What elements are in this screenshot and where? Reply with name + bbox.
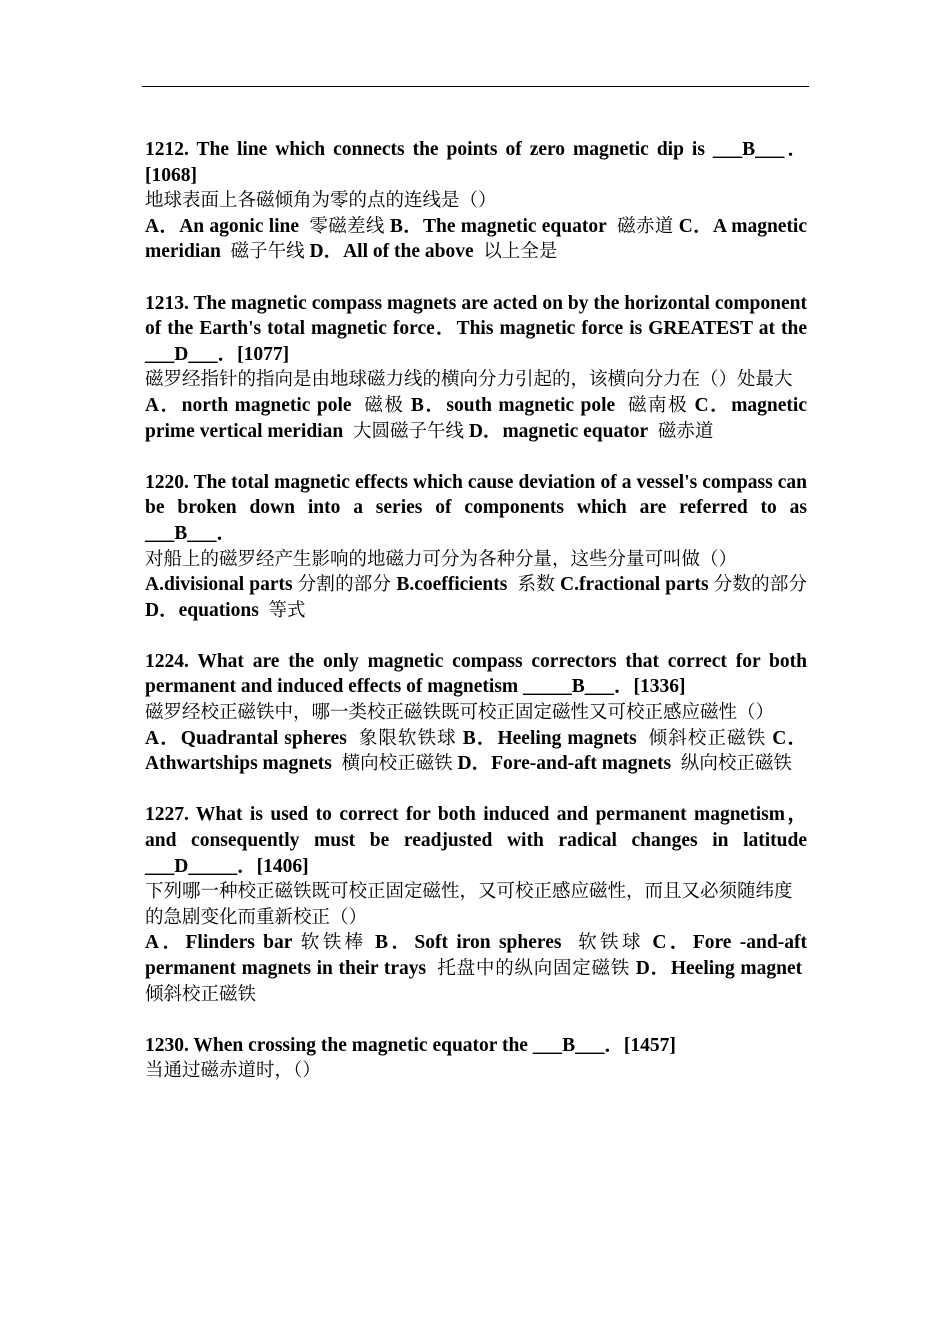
option-letter: C．: [772, 727, 807, 749]
option-text-zh: 软铁球: [578, 932, 644, 954]
option-text: Heeling magnets: [497, 727, 637, 749]
option-letter: A.: [145, 574, 164, 596]
option-text: Quadrantal spheres: [180, 727, 347, 749]
option-text: magnetic prime vertical meridian: [145, 394, 807, 442]
option-text-zh: 大圆磁子午线: [352, 420, 464, 442]
option-text-zh: 等式: [268, 599, 306, 621]
option-text-zh: 倾斜校正磁铁: [145, 983, 257, 1005]
option-text-zh: 系数: [517, 574, 555, 596]
option-letter: D．: [145, 599, 179, 621]
question-stem-zh: 下列哪一种校正磁铁既可校正固定磁性，又可校正感应磁性，而且又必须随纬度的急剧变化而重新校正（）: [145, 881, 793, 928]
option-list: [145, 393, 807, 444]
option-a: [145, 395, 404, 416]
option-letter: C.: [560, 574, 579, 596]
question-stem-zh: 地球表面上各磁倾角为零的点的连线是（）: [145, 190, 497, 212]
option-text: Soft iron spheres: [414, 932, 562, 954]
option-letter: B.: [396, 574, 415, 596]
option-text: equations: [178, 599, 259, 621]
option-text-zh: 倾斜校正磁铁: [648, 727, 767, 749]
option-text-zh: 以上全是: [483, 241, 558, 263]
option-list: [145, 726, 807, 777]
option-text-zh: 磁南极: [628, 394, 689, 416]
option-text-zh: 纵向校正磁铁: [680, 753, 792, 775]
option-text-zh: 磁赤道: [657, 420, 714, 442]
question-1224: [145, 649, 807, 777]
option-text-zh: 分数的部分: [713, 574, 808, 596]
option-b: [411, 395, 688, 416]
option-list: [145, 572, 807, 623]
option-text-zh: 象限软铁球: [358, 727, 457, 749]
option-text: The magnetic equator: [423, 215, 607, 237]
question-stem-zh: 当通过磁赤道时，（）: [145, 1060, 321, 1082]
option-text-zh: 磁赤道: [617, 215, 674, 237]
header-rule: [142, 86, 809, 87]
option-letter: D．: [468, 420, 503, 442]
option-letter: B．: [389, 215, 424, 237]
option-d: [309, 241, 557, 262]
option-text: divisional parts: [163, 574, 293, 596]
option-text: Flinders bar: [185, 932, 293, 954]
option-a: [145, 728, 457, 749]
option-text: coefficients: [414, 574, 508, 596]
option-text: Fore -and-aft permanent magnets in their trays: [145, 932, 807, 979]
option-b: [463, 728, 767, 749]
option-text-zh: 横向校正磁铁: [341, 753, 453, 775]
option-list: [145, 930, 807, 1007]
option-text-zh: 托盘中的纵向固定磁铁: [437, 958, 631, 979]
question-stem: 1220. The total magnetic effects which cause deviation of a vessel's compass can be broken down into a series of components which are referred to as ___B___．: [145, 471, 807, 544]
option-text: north magnetic pole: [181, 394, 352, 416]
option-letter: A．: [145, 932, 186, 954]
option-d: [145, 600, 306, 621]
option-text-zh: 分割的部分: [297, 574, 392, 596]
option-d: [469, 421, 714, 442]
option-text-zh: 磁子午线: [230, 241, 305, 263]
option-letter: D．: [635, 958, 671, 979]
option-letter: C．: [652, 932, 693, 954]
question-stem: 1227. What is used to correct for both induced and permanent magnetism， and consequently must be readjusted with radical changes in latitude ___D_____．[1406]: [145, 804, 807, 877]
option-b: [375, 932, 644, 953]
question-stem-zh: 磁罗经指针的指向是由地球磁力线的横向分力引起的，该横向分力在（）处最大: [145, 369, 793, 391]
question-1230: [145, 1033, 807, 1084]
option-b: [390, 216, 674, 237]
question-stem: 1213. The magnetic compass magnets are acted on by the horizontal component of the Earth's total magnetic force．This magnetic force is GREATEST at the ___D___．[1077]: [145, 292, 807, 365]
option-letter: D．: [309, 241, 344, 263]
question-stem: 1224. What are the only magnetic compass correctors that correct for both permanent and induced effects of magnetism _____B___．[1336]: [145, 650, 807, 698]
option-letter: A．: [145, 727, 181, 749]
question-stem-zh: 磁罗经校正磁铁中，哪一类校正磁铁既可校正固定磁性又可校正感应磁性（）: [145, 702, 775, 724]
option-d: [458, 753, 792, 774]
option-list: [145, 214, 807, 265]
option-text: Heeling magnet: [670, 958, 803, 979]
option-text: fractional parts: [578, 574, 709, 596]
option-letter: A．: [145, 394, 182, 416]
option-c: [560, 574, 807, 595]
option-letter: C．: [694, 394, 732, 416]
question-list: [145, 137, 807, 1084]
question-1220: [145, 470, 807, 624]
option-text: Fore-and-aft magnets: [491, 753, 672, 775]
option-a: [145, 574, 391, 595]
option-b: [396, 574, 555, 595]
option-text: Athwartships magnets: [145, 753, 332, 775]
option-text: All of the above: [343, 241, 474, 263]
option-letter: A．: [145, 215, 180, 237]
option-text: south magnetic pole: [446, 394, 616, 416]
option-a: [145, 216, 385, 237]
option-text-zh: 软铁棒: [300, 932, 367, 954]
option-text-zh: 零磁差线: [309, 215, 385, 237]
question-stem-zh: 对船上的磁罗经产生影响的地磁力可分为各种分量，这些分量可叫做（）: [145, 548, 738, 570]
question-1212: [145, 137, 807, 265]
option-a: [145, 932, 367, 953]
option-text-zh: 磁极: [364, 394, 405, 416]
question-1213: [145, 291, 807, 445]
question-stem: 1212. The line which connects the points of zero magnetic dip is ___B___．[1068]: [145, 139, 807, 186]
question-stem: 1230. When crossing the magnetic equator the ___B___．[1457]: [145, 1034, 676, 1056]
option-text: An agonic line: [179, 215, 300, 237]
option-letter: D．: [457, 753, 492, 775]
option-text: A magnetic meridian: [145, 215, 808, 263]
option-letter: B．: [374, 932, 415, 954]
option-text: magnetic equator: [502, 420, 649, 442]
option-letter: B．: [462, 727, 498, 749]
option-letter: C．: [678, 215, 713, 237]
question-1227: [145, 802, 807, 1007]
option-letter: B．: [410, 394, 447, 416]
